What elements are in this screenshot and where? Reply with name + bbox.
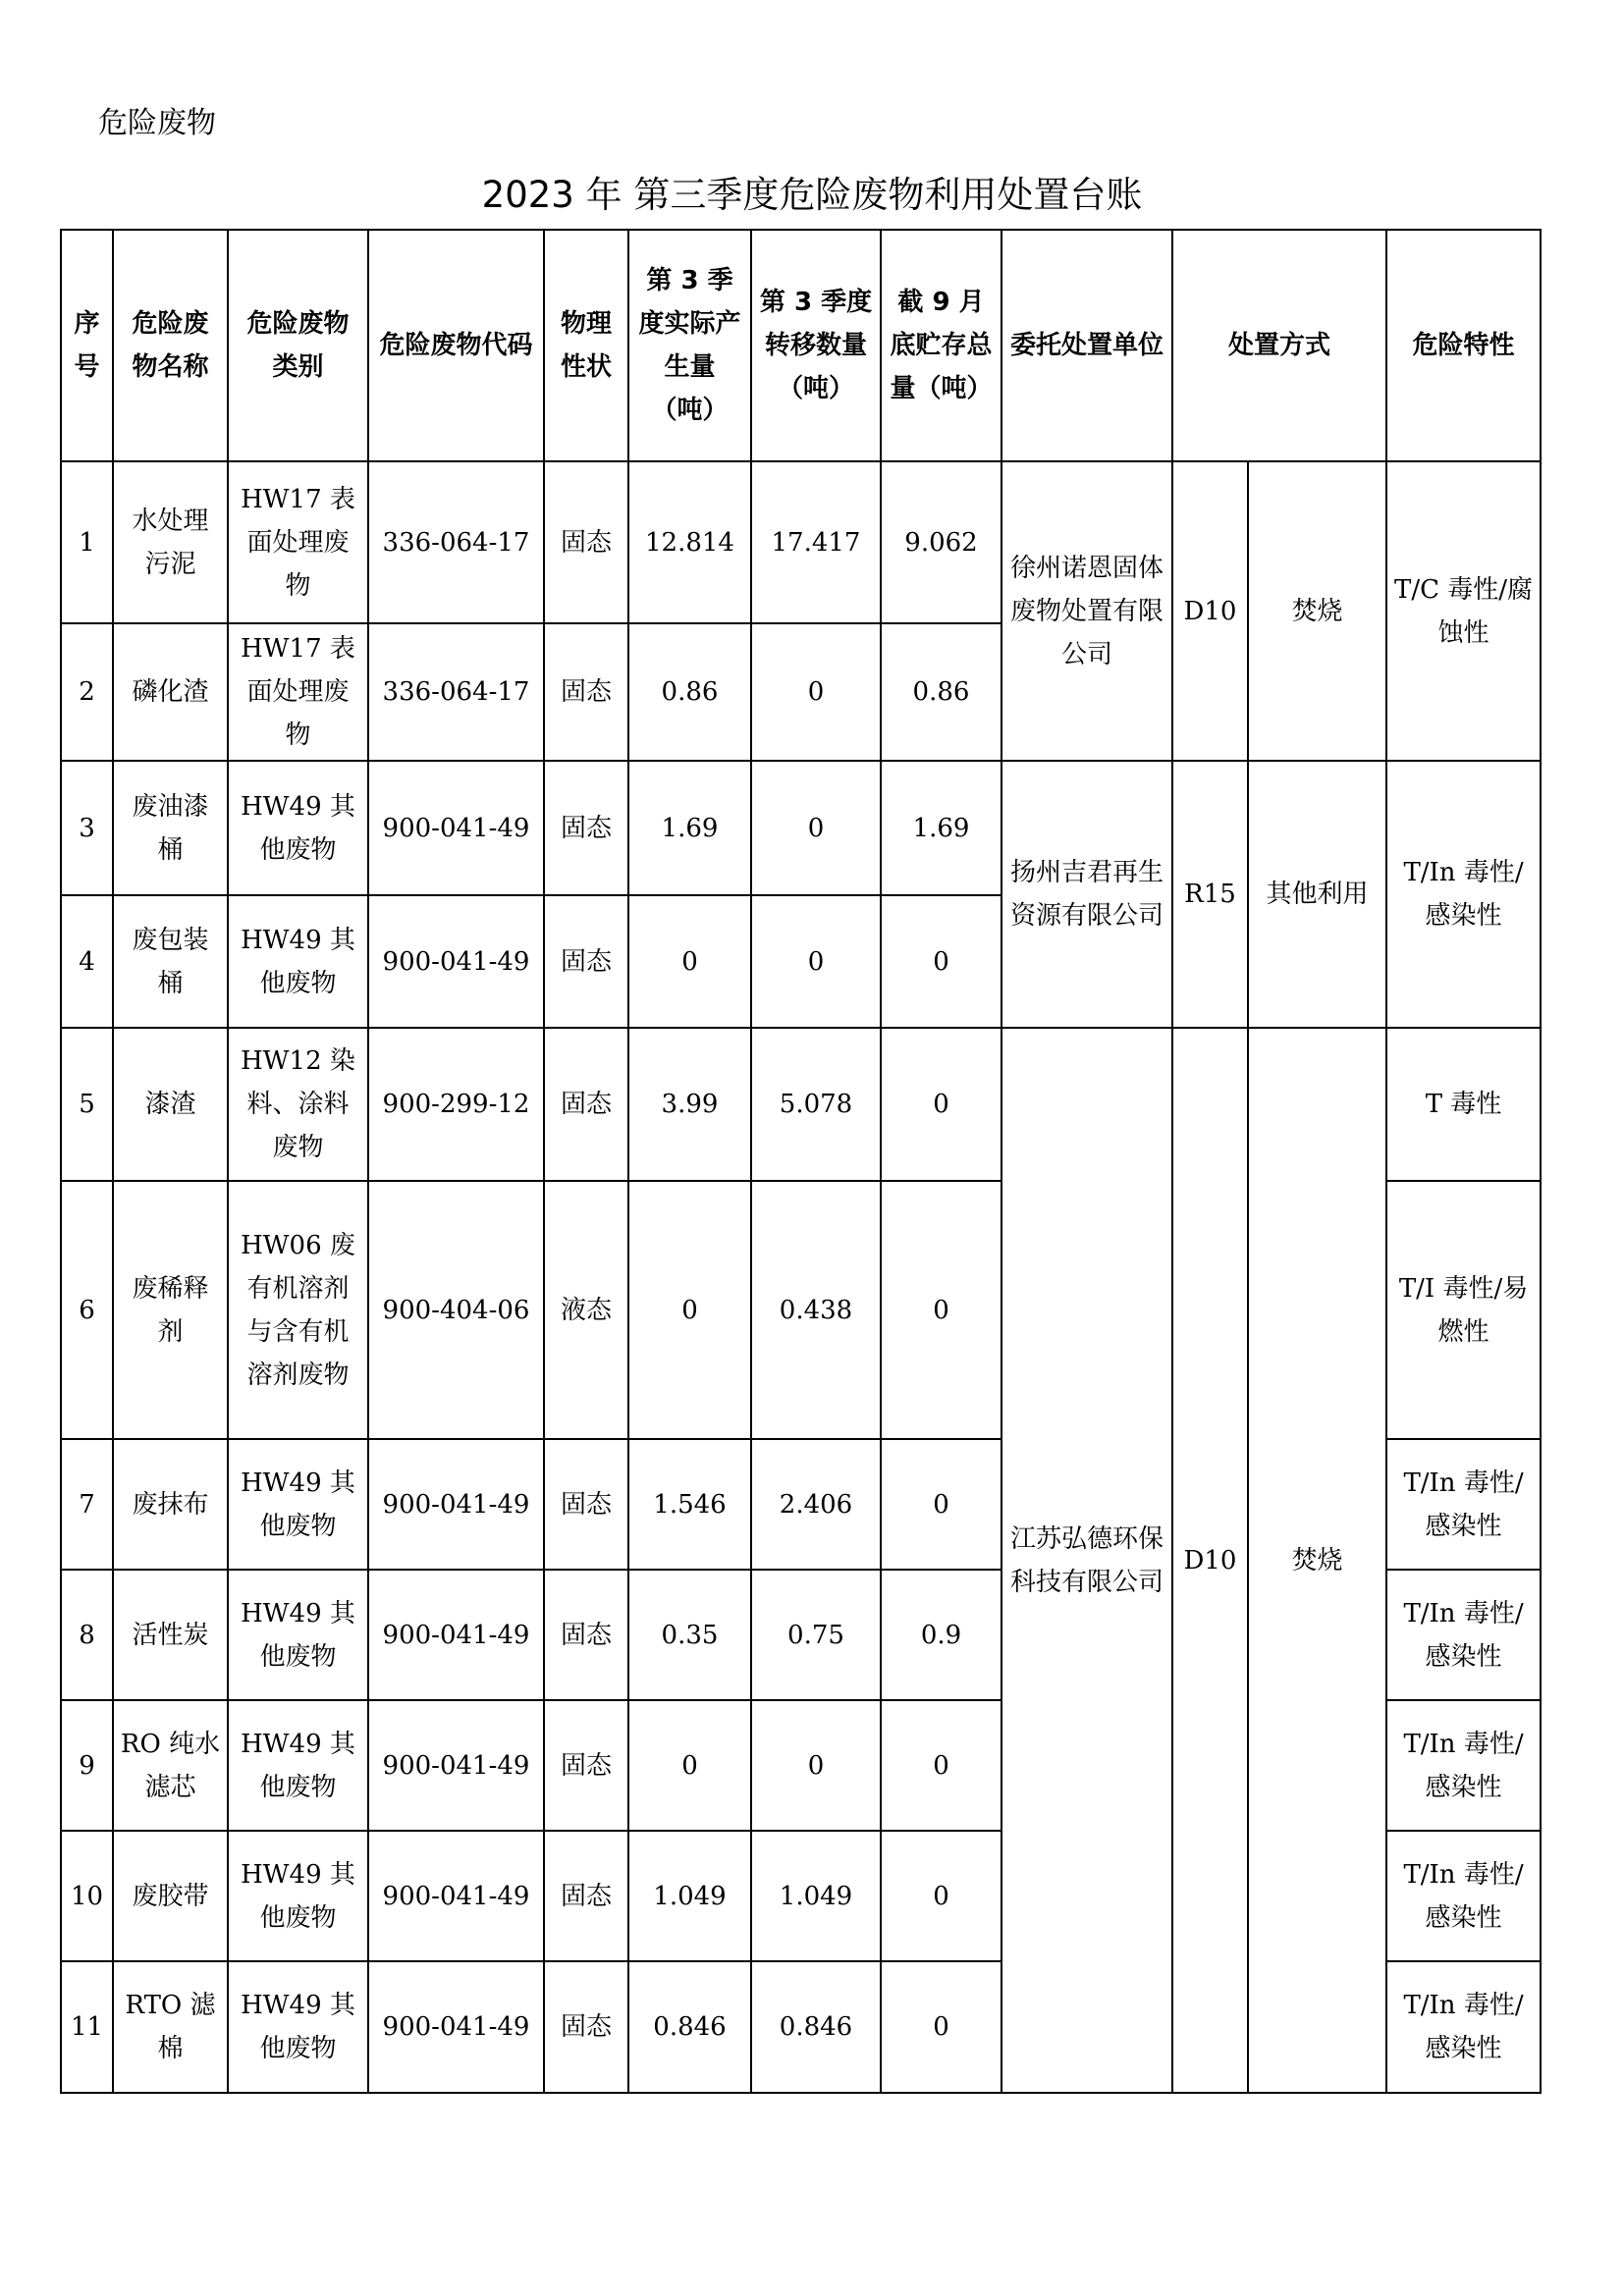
cell-name: RO 纯水滤芯 [113, 1700, 228, 1831]
cell-transferred: 0 [751, 1700, 881, 1831]
cell-seq: 9 [61, 1700, 113, 1831]
table-row [61, 1028, 1541, 1181]
header-row [61, 230, 1541, 461]
cell-seq: 4 [61, 895, 113, 1028]
cell-code: 900-041-49 [368, 761, 544, 895]
cell-stock: 0 [881, 895, 1001, 1028]
cell-hazard: T/In 毒性/感染性 [1386, 1570, 1541, 1700]
table-row [61, 461, 1541, 623]
cell-stock: 0 [881, 1961, 1001, 2093]
cell-seq: 2 [61, 623, 113, 761]
cell-name: 废胶带 [113, 1831, 228, 1961]
cell-hazard: T/I 毒性/易燃性 [1386, 1181, 1541, 1439]
cell-category: HW49 其他废物 [228, 1961, 368, 2093]
cell-name: 活性炭 [113, 1570, 228, 1700]
cell-category: HW17 表面处理废物 [228, 623, 368, 761]
cell-name: RTO 滤棉 [113, 1961, 228, 2093]
section-label: 危险废物 [98, 106, 216, 140]
cell-stock: 0 [881, 1439, 1001, 1570]
cell-method-code: D10 [1172, 461, 1248, 761]
cell-state: 固态 [544, 895, 628, 1028]
cell-method-code: D10 [1172, 1028, 1248, 2093]
cell-transferred: 0.438 [751, 1181, 881, 1439]
cell-name: 废稀释剂 [113, 1181, 228, 1439]
cell-code: 900-041-49 [368, 1700, 544, 1831]
header-method: 处置方式 [1172, 230, 1386, 461]
header-category: 危险废物类别 [228, 230, 368, 461]
cell-category: HW49 其他废物 [228, 761, 368, 895]
cell-transferred: 0 [751, 895, 881, 1028]
document-title: 2023 年 第三季度危险废物利用处置台账 [481, 174, 1143, 216]
header-hazard: 危险特性 [1386, 230, 1541, 461]
header-transferred: 第 3 季度转移数量（吨） [751, 230, 881, 461]
cell-hazard: T/C 毒性/腐蚀性 [1386, 461, 1541, 761]
cell-hazard: T/In 毒性/感染性 [1386, 761, 1541, 1028]
header-seq: 序号 [61, 230, 113, 461]
cell-hazard: T 毒性 [1386, 1028, 1541, 1181]
cell-code: 900-041-49 [368, 1570, 544, 1700]
table-row [61, 761, 1541, 895]
cell-category: HW49 其他废物 [228, 1439, 368, 1570]
cell-category: HW49 其他废物 [228, 1831, 368, 1961]
header-stock: 截 9 月底贮存总量（吨） [881, 230, 1001, 461]
cell-code: 336-064-17 [368, 461, 544, 623]
cell-produced: 0 [628, 1181, 751, 1439]
cell-produced: 1.049 [628, 1831, 751, 1961]
cell-state: 固态 [544, 1961, 628, 2093]
cell-method: 焚烧 [1248, 1028, 1386, 2093]
cell-transferred: 5.078 [751, 1028, 881, 1181]
cell-category: HW49 其他废物 [228, 1700, 368, 1831]
cell-state: 液态 [544, 1181, 628, 1439]
cell-produced: 12.814 [628, 461, 751, 623]
cell-state: 固态 [544, 761, 628, 895]
cell-method: 其他利用 [1248, 761, 1386, 1028]
cell-stock: 0 [881, 1028, 1001, 1181]
cell-seq: 6 [61, 1181, 113, 1439]
cell-transferred: 0 [751, 623, 881, 761]
cell-code: 900-041-49 [368, 1439, 544, 1570]
cell-seq: 3 [61, 761, 113, 895]
cell-code: 900-041-49 [368, 1961, 544, 2093]
header-code: 危险废物代码 [368, 230, 544, 461]
cell-transferred: 0 [751, 761, 881, 895]
cell-state: 固态 [544, 1700, 628, 1831]
cell-produced: 0.35 [628, 1570, 751, 1700]
cell-name: 废油漆桶 [113, 761, 228, 895]
cell-transferred: 0.75 [751, 1570, 881, 1700]
cell-stock: 0 [881, 1700, 1001, 1831]
cell-code: 900-404-06 [368, 1181, 544, 1439]
cell-hazard: T/In 毒性/感染性 [1386, 1961, 1541, 2093]
cell-produced: 0 [628, 895, 751, 1028]
cell-produced: 1.69 [628, 761, 751, 895]
cell-state: 固态 [544, 1028, 628, 1181]
cell-unit: 江苏弘德环保科技有限公司 [1001, 1028, 1172, 2093]
cell-seq: 11 [61, 1961, 113, 2093]
cell-category: HW49 其他废物 [228, 1570, 368, 1700]
header-state: 物理性状 [544, 230, 628, 461]
cell-unit: 徐州诺恩固体废物处置有限公司 [1001, 461, 1172, 761]
cell-name: 磷化渣 [113, 623, 228, 761]
cell-stock: 0.9 [881, 1570, 1001, 1700]
cell-category: HW17 表面处理废物 [228, 461, 368, 623]
cell-state: 固态 [544, 1439, 628, 1570]
cell-transferred: 0.846 [751, 1961, 881, 2093]
cell-stock: 1.69 [881, 761, 1001, 895]
cell-category: HW12 染料、涂料废物 [228, 1028, 368, 1181]
cell-name: 废抹布 [113, 1439, 228, 1570]
header-produced: 第 3 季度实际产生量（吨） [628, 230, 751, 461]
cell-produced: 0 [628, 1700, 751, 1831]
cell-state: 固态 [544, 1831, 628, 1961]
cell-produced: 0.846 [628, 1961, 751, 2093]
cell-produced: 0.86 [628, 623, 751, 761]
cell-name: 水处理污泥 [113, 461, 228, 623]
cell-produced: 3.99 [628, 1028, 751, 1181]
cell-seq: 1 [61, 461, 113, 623]
cell-stock: 0.86 [881, 623, 1001, 761]
header-unit: 委托处置单位 [1001, 230, 1172, 461]
header-name: 危险废物名称 [113, 230, 228, 461]
cell-produced: 1.546 [628, 1439, 751, 1570]
cell-hazard: T/In 毒性/感染性 [1386, 1700, 1541, 1831]
cell-method-code: R15 [1172, 761, 1248, 1028]
cell-name: 废包装桶 [113, 895, 228, 1028]
cell-hazard: T/In 毒性/感染性 [1386, 1439, 1541, 1570]
cell-hazard: T/In 毒性/感染性 [1386, 1831, 1541, 1961]
cell-code: 336-064-17 [368, 623, 544, 761]
cell-transferred: 1.049 [751, 1831, 881, 1961]
cell-transferred: 17.417 [751, 461, 881, 623]
cell-seq: 7 [61, 1439, 113, 1570]
cell-state: 固态 [544, 1570, 628, 1700]
cell-stock: 9.062 [881, 461, 1001, 623]
cell-category: HW06 废有机溶剂与含有机溶剂废物 [228, 1181, 368, 1439]
cell-state: 固态 [544, 461, 628, 623]
hazardous-waste-ledger-table [60, 229, 1542, 2094]
cell-state: 固态 [544, 623, 628, 761]
cell-transferred: 2.406 [751, 1439, 881, 1570]
cell-stock: 0 [881, 1831, 1001, 1961]
cell-code: 900-041-49 [368, 1831, 544, 1961]
cell-unit: 扬州吉君再生资源有限公司 [1001, 761, 1172, 1028]
cell-category: HW49 其他废物 [228, 895, 368, 1028]
cell-name: 漆渣 [113, 1028, 228, 1181]
cell-code: 900-041-49 [368, 895, 544, 1028]
cell-seq: 10 [61, 1831, 113, 1961]
cell-code: 900-299-12 [368, 1028, 544, 1181]
cell-method: 焚烧 [1248, 461, 1386, 761]
cell-stock: 0 [881, 1181, 1001, 1439]
cell-seq: 5 [61, 1028, 113, 1181]
cell-seq: 8 [61, 1570, 113, 1700]
